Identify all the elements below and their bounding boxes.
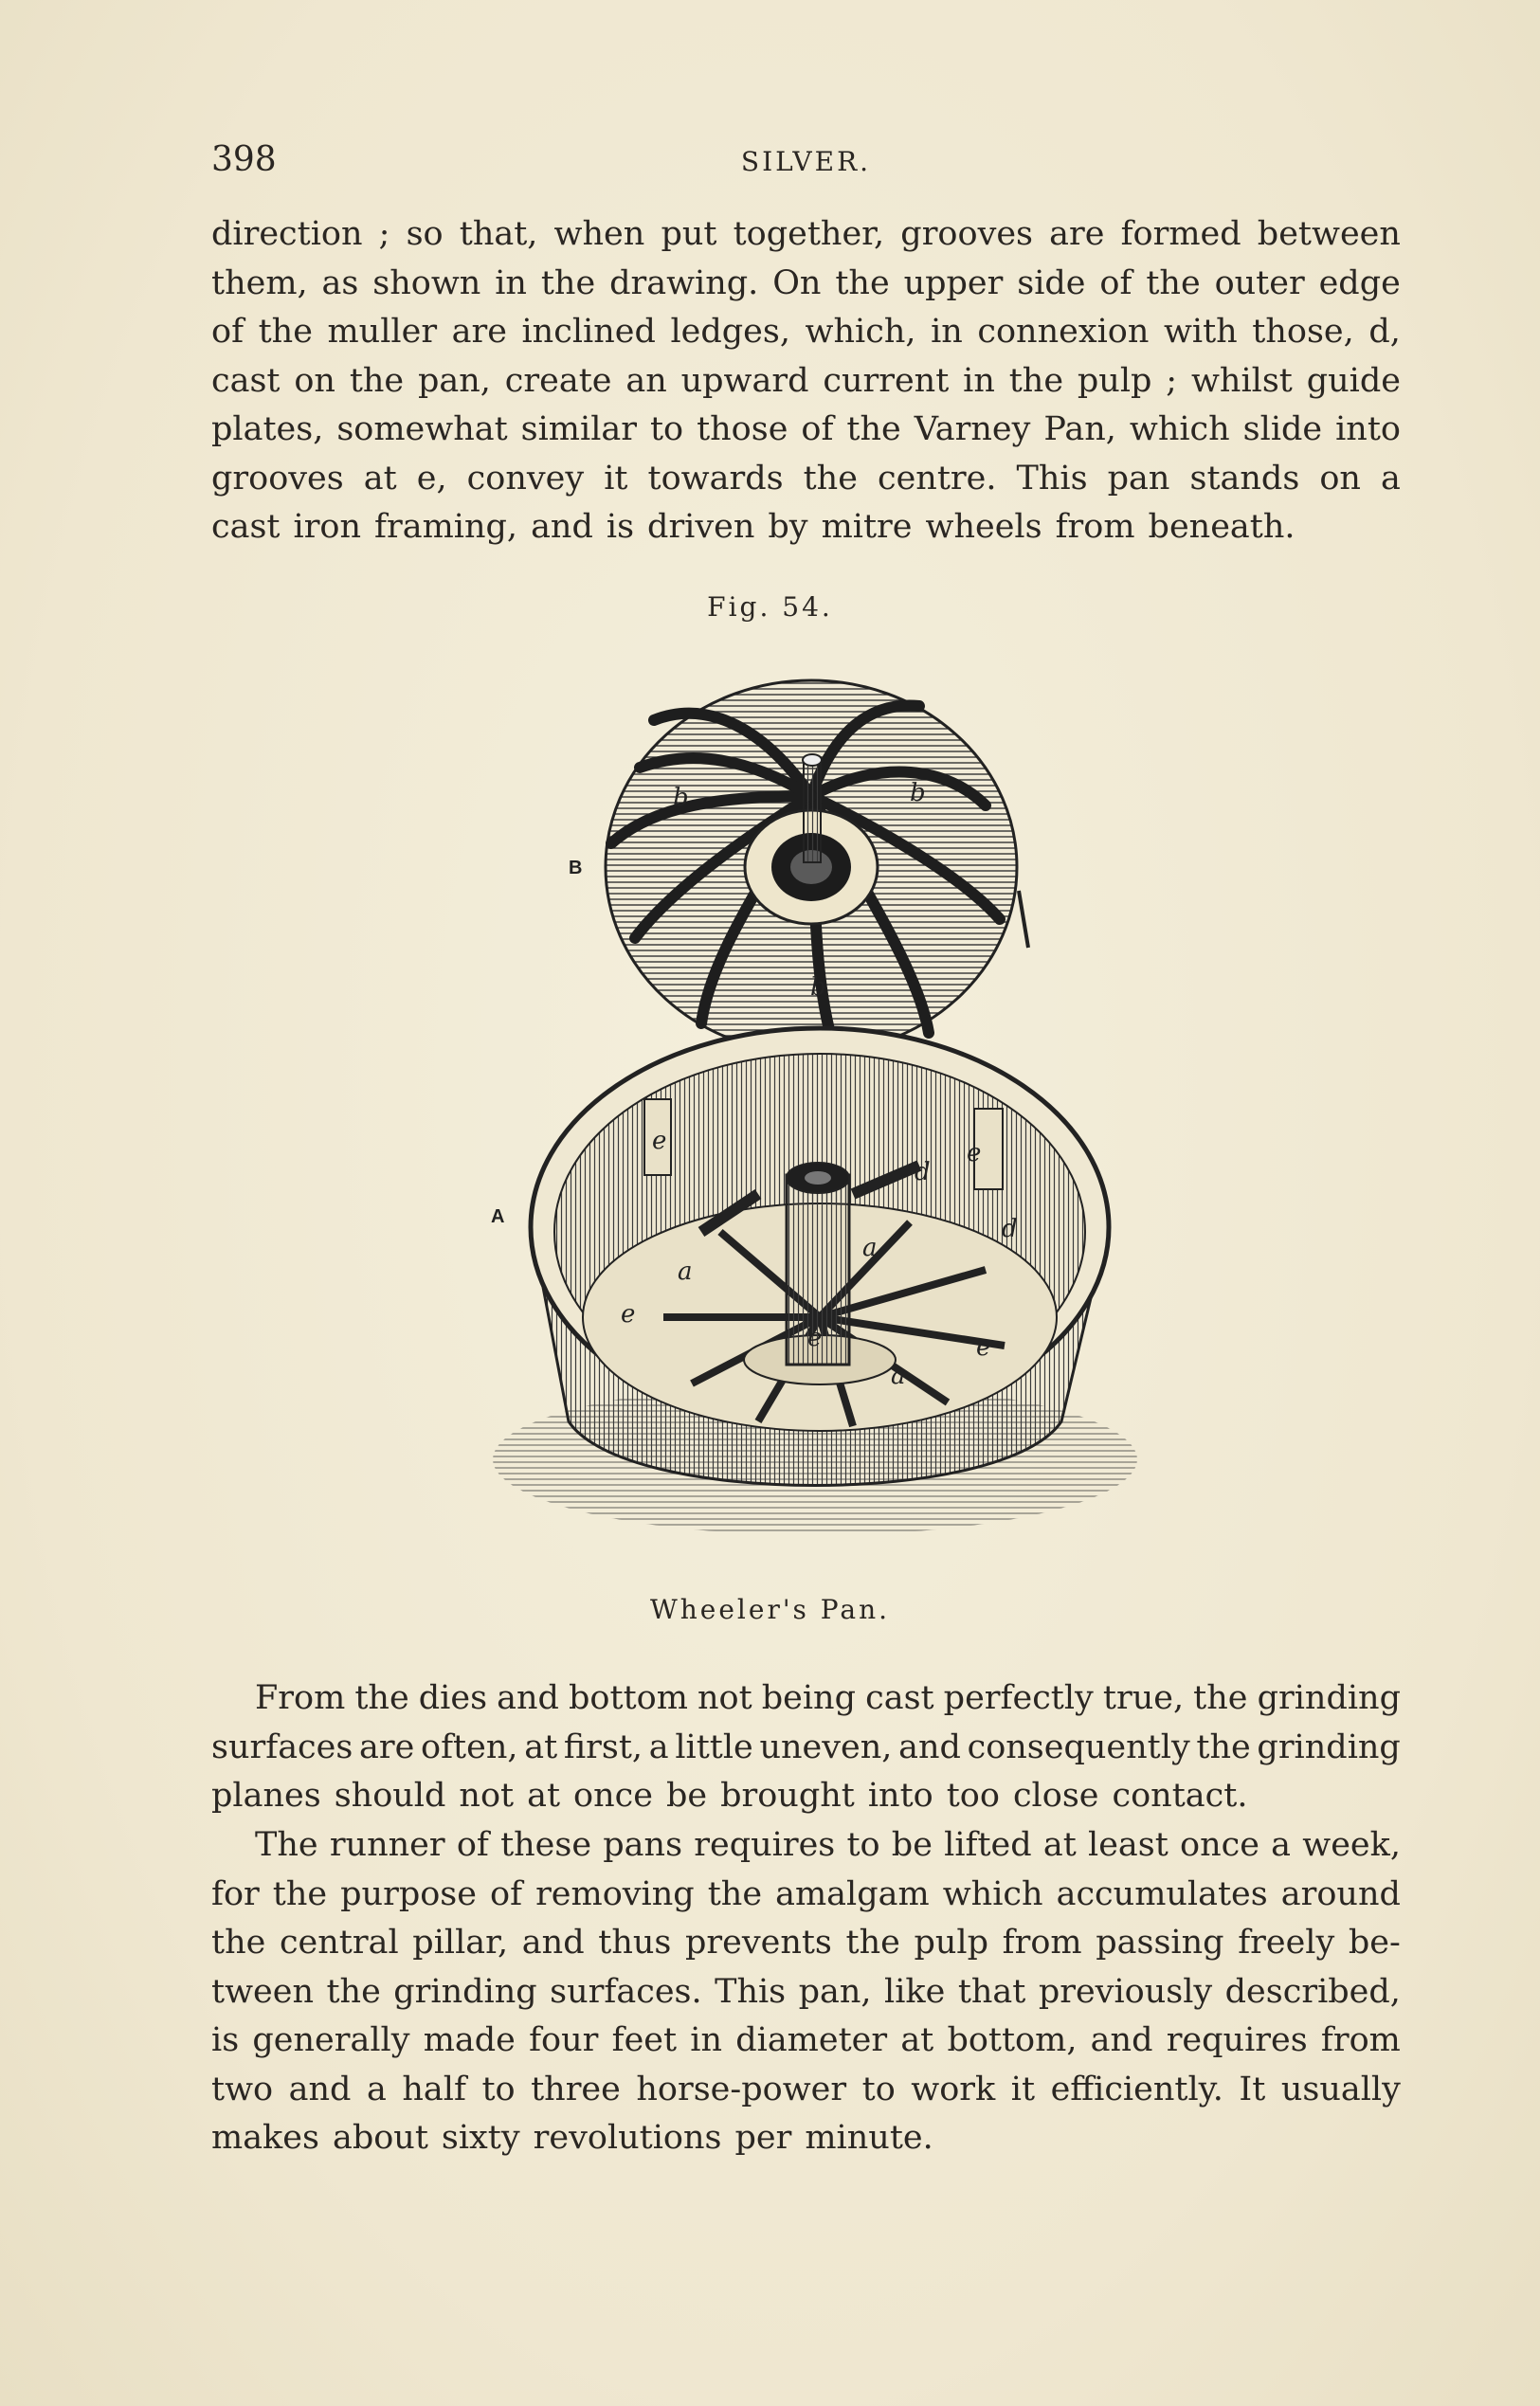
page-number: 398	[211, 140, 277, 179]
figure-letter-b: b	[673, 784, 689, 812]
running-head: SILVER.	[740, 146, 872, 177]
figure-letter-e: e	[652, 1127, 667, 1155]
figure-letter-e: e	[967, 1139, 982, 1167]
text-line: grooves at e, convey it towards the centre. This pan stands on a	[211, 459, 1401, 497]
text-line: tween the grinding surfaces. This pan, like that previously described,	[211, 1972, 1401, 2011]
figure-letter-a: a	[891, 1362, 906, 1390]
text-line: them, as shown in the drawing. On the upper side of the outer edge	[211, 263, 1401, 302]
text-line: for the purpose of removing the amalgam which accumulates around	[211, 1874, 1401, 1913]
figure-letter-b: b	[810, 973, 826, 1002]
figure-letter-a: a	[678, 1257, 693, 1286]
text-line: makes about sixty revolutions per minute.	[211, 2119, 933, 2157]
figure-letter-b: b	[910, 779, 926, 807]
paragraph-3	[211, 1821, 1401, 2163]
text-line: plates, somewhat similar to those of the Varney Pan, which slide into	[211, 410, 1401, 448]
text-line: two and a half to three horse-power to work it efficiently. It usually	[211, 2070, 1401, 2108]
figure-letter-A: A	[491, 1206, 505, 1227]
figure-letter-B: B	[569, 858, 583, 878]
wheelers-pan-illustration	[474, 663, 1194, 1573]
figure-letter-e: e	[976, 1333, 991, 1362]
text-line: direction ; so that, when put together, grooves are formed between	[211, 215, 1401, 253]
page-header	[211, 140, 1401, 188]
paragraph-1	[211, 210, 1401, 552]
text-line: planes should not at once be brought into too close contact.	[211, 1777, 1248, 1815]
text-line: The runner of these pans requires to be lifted at least once a week,	[255, 1826, 1401, 1864]
text-line: From the dies and bottom not being cast perfectly true, the grinding	[255, 1679, 1401, 1717]
figure-caption: Wheeler's Pan.	[649, 1594, 891, 1625]
figure-letter-d: d	[915, 1158, 931, 1186]
figure-letter-a: a	[862, 1234, 878, 1262]
text-line: of the muller are inclined ledges, which, in connexion with those, d,	[211, 313, 1401, 351]
text-line: the central pillar, and thus prevents the pulp from passing freely be-	[211, 1924, 1401, 1962]
figure-letter-e: e	[621, 1300, 636, 1329]
text-line: is generally made four feet in diameter at bottom, and requires from	[211, 2021, 1401, 2059]
text-line: surfaces are often, at first, a little uneven, and consequently the grinding	[211, 1728, 1401, 1766]
figure-letter-d: d	[1002, 1215, 1018, 1243]
paragraph-2	[211, 1674, 1401, 1821]
pan-body	[531, 1028, 1109, 1486]
text-line: cast on the pan, create an upward current in the pulp ; whilst guide	[211, 361, 1401, 400]
figure-letter-e: e	[807, 1324, 823, 1352]
figure-label: Fig. 54.	[707, 591, 833, 623]
text-line: cast iron framing, and is driven by mitre wheels from beneath.	[211, 508, 1295, 546]
